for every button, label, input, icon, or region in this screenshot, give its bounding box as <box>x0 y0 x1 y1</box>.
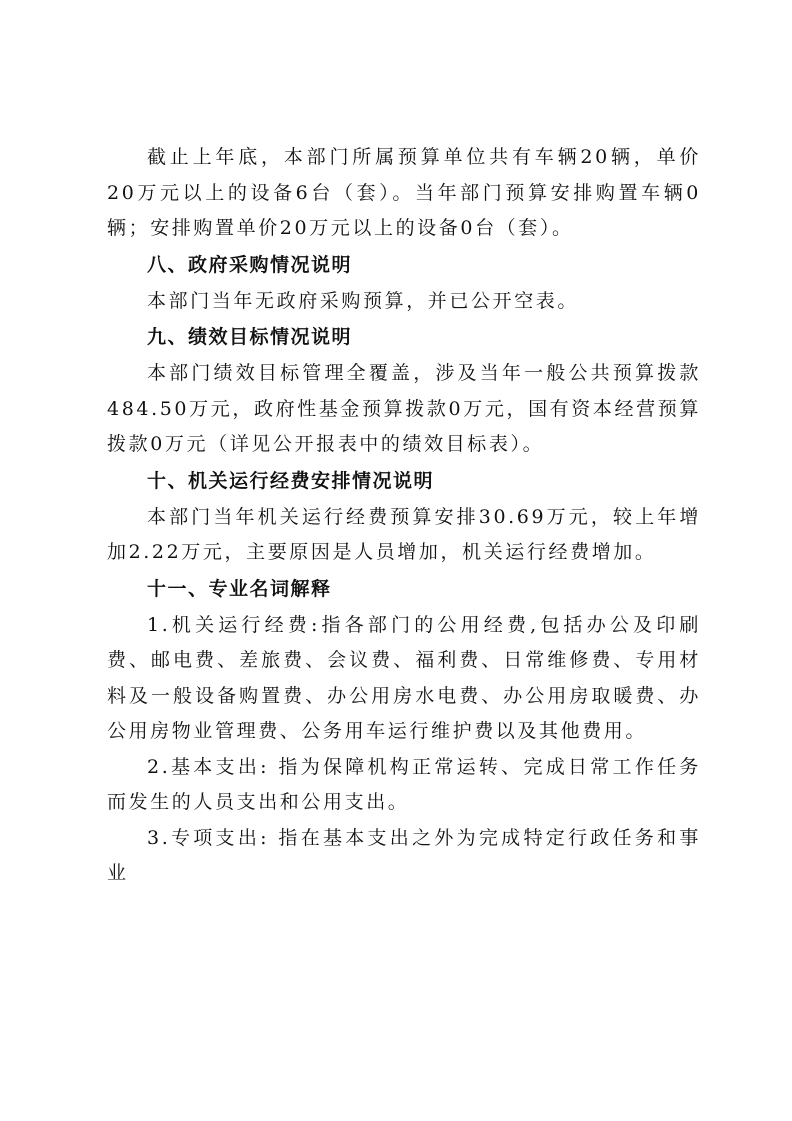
operating-cost-heading: 十、机关运行经费安排情况说明 <box>147 469 435 492</box>
glossary-heading: 十一、专业名词解释 <box>147 577 332 600</box>
procurement-heading: 八、政府采购情况说明 <box>147 253 353 276</box>
glossary-item-operating-cost: 1.机关运行经费:指各部门的公用经费,包括办公及印刷费、邮电费、差旅费、会议费、福利费、日常维修费、专用材料及一般设备购置费、办公用房水电费、办公用房取暖费、办公用房物业管理费、公务用车运行维护费以及其他费用。 <box>107 613 701 742</box>
vehicle-equipment-paragraph: 截止上年底，本部门所属预算单位共有车辆20辆，单价20万元以上的设备6台（套）。当年部门预算安排购置车辆0辆；安排购置单价20万元以上的设备0台（套）。 <box>107 146 701 239</box>
performance-heading: 九、绩效目标情况说明 <box>147 326 353 348</box>
glossary-item-basic-expenditure: 2.基本支出: 指为保障机构正常运转、完成日常工作任务而发生的人员支出和公用支出。 <box>107 755 701 813</box>
operating-cost-paragraph: 本部门当年机关运行经费预算安排30.69万元，较上年增加2.22万元，主要原因是人员增加，机关运行经费增加。 <box>107 505 701 563</box>
glossary-item-special-expenditure: 3.专项支出: 指在基本支出之外为完成特定行政任务和事业 <box>107 826 701 884</box>
document-page <box>107 140 701 892</box>
procurement-paragraph: 本部门当年无政府采购预算，并已公开空表。 <box>147 289 580 312</box>
performance-paragraph: 本部门绩效目标管理全覆盖，涉及当年一般公共预算拨款484.50万元，政府性基金预算拨款0万元，国有资本经营预算拨款0万元（详见公开报表中的绩效目标表）。 <box>107 362 701 455</box>
